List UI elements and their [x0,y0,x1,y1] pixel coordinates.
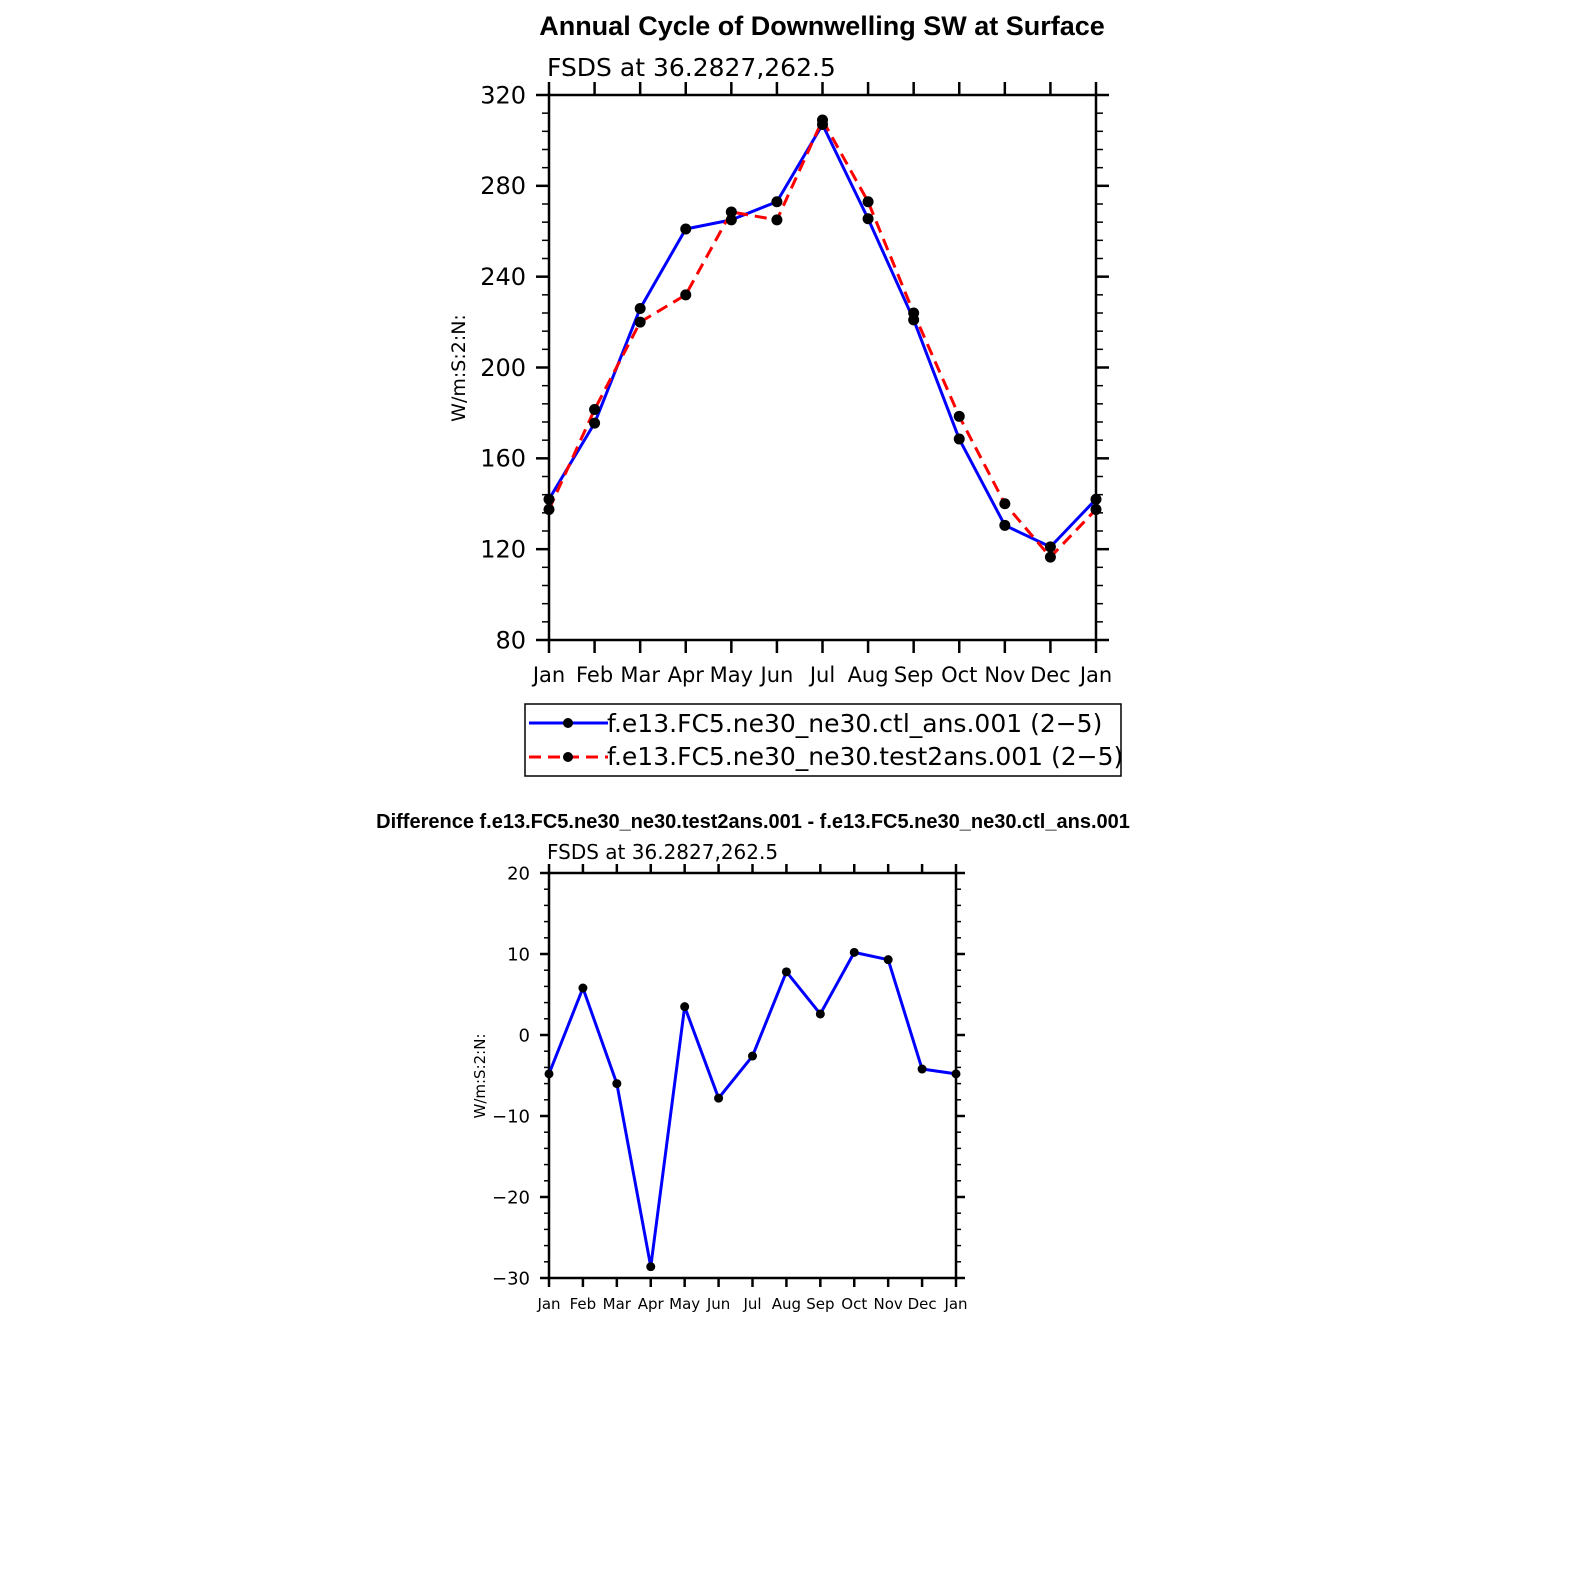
chart-subtitle: FSDS at 36.2827,262.5 [547,53,836,82]
y-tick-label: −30 [492,1268,530,1290]
y-tick-label: −10 [492,1106,530,1128]
legend-marker-test [563,752,573,762]
x-tick-label: Jan [537,1295,561,1313]
x-tick-label: Dec [907,1295,937,1313]
x-tick-label: Jan [944,1295,968,1313]
data-point-series-0 [850,948,859,957]
x-tick-label: Jun [706,1295,731,1313]
x-tick-label: Nov [984,663,1026,687]
difference-y-axis-label: W/m:S:2:N: [471,1033,489,1119]
difference-chart-subtitle: FSDS at 36.2827,262.5 [547,840,779,864]
data-point-series-0 [952,1069,961,1078]
x-tick-label: Dec [1030,663,1071,687]
x-tick-label: May [709,663,754,687]
legend-entry-test [529,742,1123,771]
data-point-series-0 [646,1262,655,1271]
data-point-series-0 [714,1094,723,1103]
plot-frame [549,95,1096,640]
x-tick-label: Nov [873,1295,903,1313]
y-tick-label: 80 [495,626,526,655]
data-point-series-0 [544,494,555,505]
data-point-series-0 [1091,494,1102,505]
data-point-series-1 [771,214,782,225]
data-point-series-1 [726,206,737,217]
x-tick-label: Sep [893,663,934,687]
legend-marker-ctl [563,718,573,728]
legend-label-test: f.e13.FC5.ne30_ne30.test2ans.001 (2−5) [607,742,1124,771]
x-tick-label: Jul [743,1295,762,1313]
y-tick-label: 120 [480,535,526,564]
data-point-series-0 [578,984,587,993]
data-point-series-1 [1045,552,1056,563]
y-tick-label: 160 [480,444,526,473]
y-tick-label: −20 [492,1187,530,1209]
data-point-series-1 [817,114,828,125]
legend-entry-ctl [529,709,1102,738]
data-point-series-1 [954,411,965,422]
data-point-series-0 [782,967,791,976]
x-tick-label: Jan [532,663,566,687]
chart-title: Annual Cycle of Downwelling SW at Surface [539,11,1105,41]
x-tick-label: Apr [637,1295,664,1313]
x-tick-label: Jan [1079,663,1113,687]
series-line-0 [549,952,956,1266]
series-line-0 [549,125,1096,547]
data-point-series-1 [999,498,1010,509]
difference-panel [376,811,1130,1313]
data-point-series-1 [863,196,874,207]
x-tick-label: Mar [602,1295,631,1313]
x-tick-label: Feb [569,1295,597,1313]
data-point-series-1 [589,404,600,415]
data-point-series-0 [545,1069,554,1078]
x-tick-label: Jun [760,663,794,687]
x-tick-label: Feb [575,663,614,687]
y-axis-label: W/m:S:2:N: [448,314,470,422]
y-tick-label: 320 [480,81,526,110]
x-tick-label: Aug [847,663,889,687]
x-tick-label: Apr [667,663,704,687]
x-tick-label: Jul [809,663,836,687]
data-point-series-1 [544,504,555,515]
y-tick-label: 10 [507,944,530,966]
legend [525,704,1123,776]
plot-frame [549,873,956,1278]
y-tick-label: 20 [507,863,530,885]
data-point-series-0 [1045,541,1056,552]
data-point-series-0 [954,434,965,445]
x-tick-label: Aug [771,1295,802,1313]
data-point-series-0 [589,418,600,429]
x-tick-label: Oct [941,663,978,687]
annual-cycle-panel [448,11,1123,776]
data-point-series-1 [908,308,919,319]
data-point-series-0 [863,213,874,224]
x-tick-label: Mar [620,663,660,687]
x-tick-label: Oct [841,1295,868,1313]
data-point-series-0 [816,1009,825,1018]
x-tick-label: Sep [806,1295,835,1313]
difference-chart-title: Difference f.e13.FC5.ne30_ne30.test2ans.001 - f.e13.FC5.ne30_ne30.ctl_ans.001 [376,811,1130,833]
data-point-series-0 [680,223,691,234]
data-point-series-0 [884,955,893,964]
y-tick-label: 280 [480,172,526,201]
data-point-series-1 [635,317,646,328]
legend-label-ctl: f.e13.FC5.ne30_ne30.ctl_ans.001 (2−5) [607,709,1103,738]
plot-area [480,81,1112,687]
y-tick-label: 200 [480,353,526,382]
x-tick-label: May [669,1295,701,1313]
data-point-series-0 [771,196,782,207]
data-point-series-0 [918,1065,927,1074]
data-point-series-0 [680,1002,689,1011]
data-point-series-1 [680,289,691,300]
data-point-series-0 [748,1052,757,1061]
y-tick-label: 240 [480,263,526,292]
y-tick-label: 0 [518,1025,530,1047]
data-point-series-0 [612,1079,621,1088]
data-point-series-0 [999,520,1010,531]
data-point-series-1 [1091,504,1102,515]
data-point-series-0 [635,303,646,314]
difference-plot-area [492,863,968,1313]
series-line-1 [549,120,1096,557]
